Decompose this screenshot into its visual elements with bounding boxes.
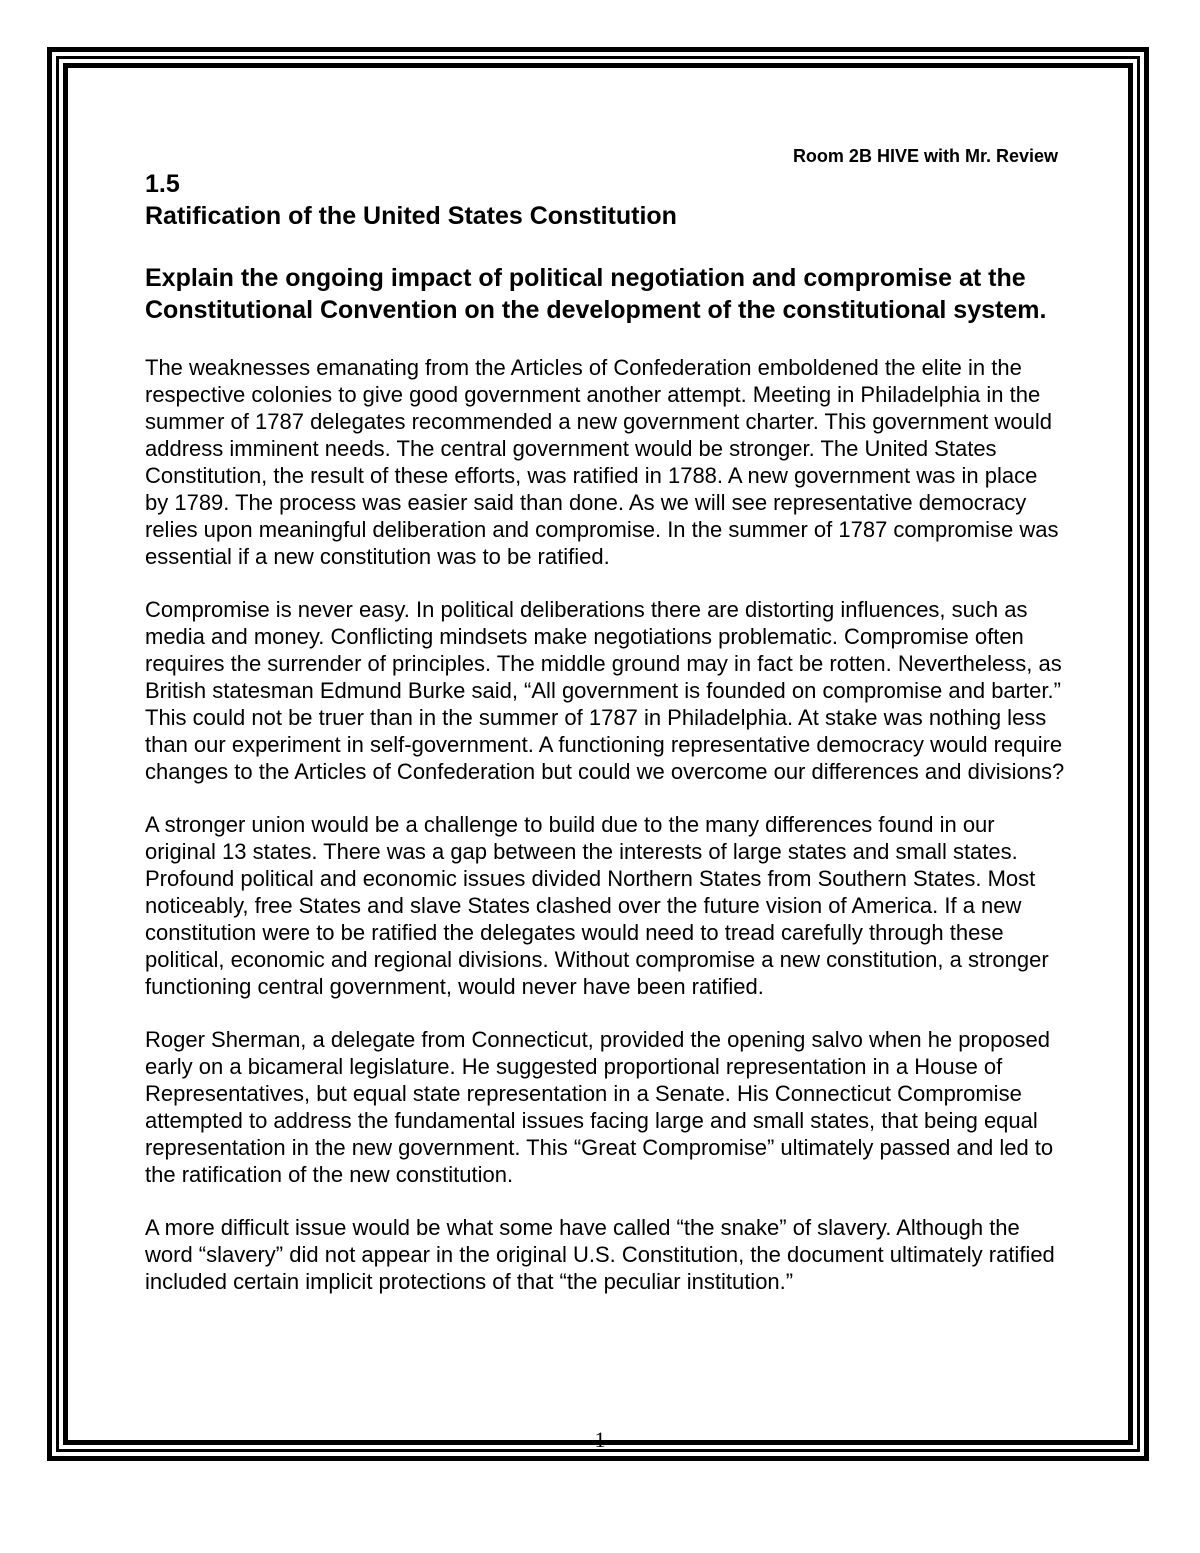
paragraph-4: Roger Sherman, a delegate from Connecticut, provided the opening salvo when he proposed early on a bicameral legislature. He suggested proportional representation in a House of Representatives, but equal state representation in a Senate. His Connecticut Compromise attempted to address the fundamental issues facing large and small states, that being equal representation in the new government. This “Great Compromise” ultimately passed and led to the ratification of the new constitution. bbox=[145, 1027, 1054, 1187]
paragraph-5: A more difficult issue would be what some have called “the snake” of slavery. Although the word “slavery” did not appear in the original U.S. Constitution, the document ultimately ratified included certain implicit protections of that “the peculiar institution.” bbox=[145, 1215, 1055, 1294]
document-body bbox=[145, 168, 1065, 1317]
paragraph-1: The weaknesses emanating from the Articles of Confederation emboldened the elite in the respective colonies to give good government another attempt. Meeting in Philadelphia in the summer of 1787 delegates recommended a new government charter. This government would address imminent needs. The central government would be stronger. The United States Constitution, the result of these efforts, was ratified in 1788. A new government was in place by 1789. The process was easier said than done. As we will see representative democracy relies upon meaningful deliberation and compromise. In the summer of 1787 compromise was essential if a new constitution was to be ratified. bbox=[145, 355, 1059, 569]
paragraph-3: A stronger union would be a challenge to build due to the many differences found in our original 13 states. There was a gap between the interests of large states and small states. Profound political and economic issues divided Northern States from Southern States. Most noticeably, free States and slave States clashed over the future vision of America. If a new constitution were to be ratified the delegates would need to tread carefully through these political, economic and regional divisions. Without compromise a new constitution, a stronger functioning central government, would never have been ratified. bbox=[145, 812, 1049, 999]
page-number: 1 bbox=[594, 1427, 606, 1452]
room-label: Room 2B HIVE with Mr. Review bbox=[792, 146, 1058, 166]
section-number: 1.5 bbox=[145, 170, 180, 198]
essay-prompt: Explain the ongoing impact of political negotiation and compromise at the Constitutional Convention on the development of the constitutional system. bbox=[145, 264, 1047, 324]
document-title: Ratification of the United States Constitution bbox=[145, 202, 677, 230]
paragraph-2: Compromise is never easy. In political deliberations there are distorting influences, such as media and money. Conflicting mindsets make negotiations problematic. Compromise often requires the surrender of principles. The middle ground may in fact be rotten. Nevertheless, as British statesman Edmund Burke said, “All government is founded on compromise and barter.” This could not be truer than in the summer of 1787 in Philadelphia. At stake was nothing less than our experiment in self-government. A functioning representative democracy would require changes to the Articles of Confederation but could we overcome our differences and divisions? bbox=[145, 597, 1065, 784]
